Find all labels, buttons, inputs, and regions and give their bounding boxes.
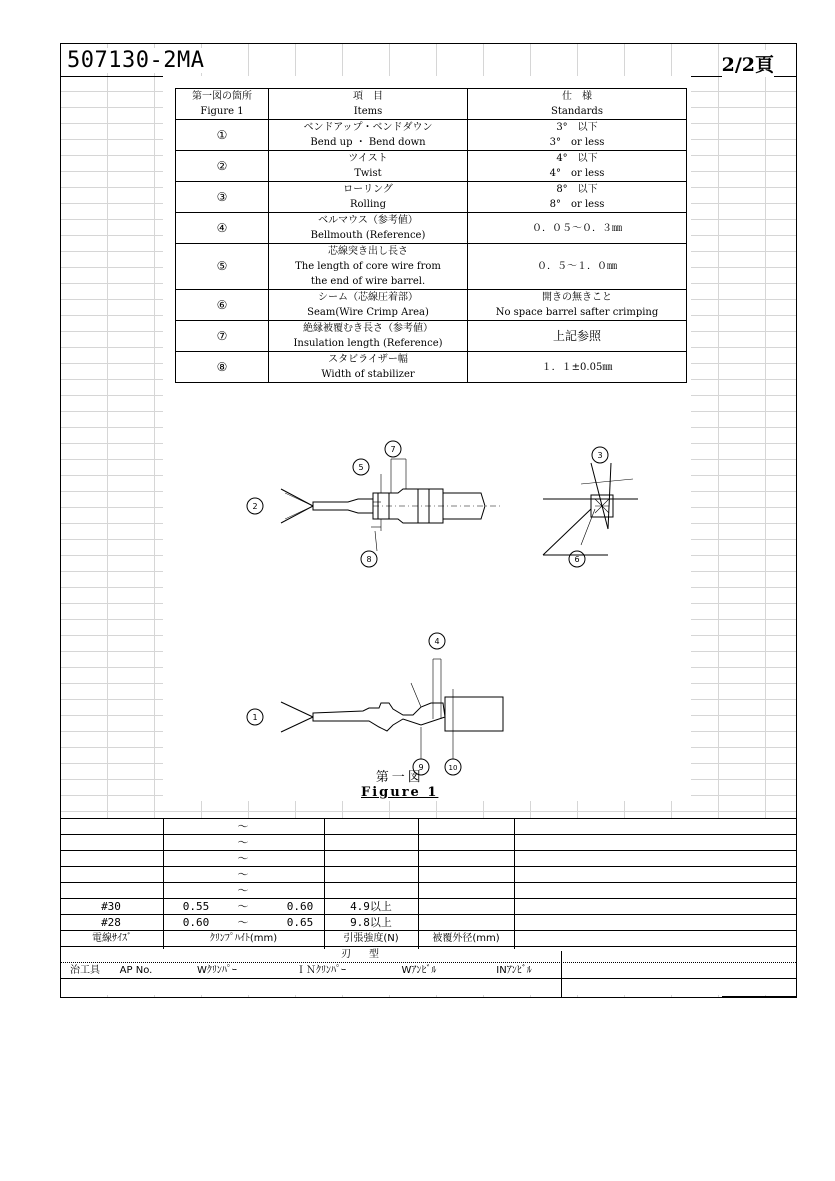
tooling-empty-row xyxy=(61,979,796,995)
figure-caption: 第一図 Figure 1 xyxy=(361,770,439,800)
title-bar xyxy=(61,44,796,77)
crimp-row-empty: ～ xyxy=(61,835,796,851)
spec-row-2: ② ツイスト Twist 4° 以下 4° or less xyxy=(176,151,687,182)
top-view xyxy=(281,459,503,551)
part-number: 507130-2MA xyxy=(67,48,205,73)
drawing-sheet xyxy=(60,43,797,998)
svg-text:8: 8 xyxy=(366,555,372,564)
crimp-row-empty: ～ xyxy=(61,883,796,899)
end-view xyxy=(543,463,638,555)
spec-header-row xyxy=(176,89,687,120)
svg-text:2: 2 xyxy=(252,502,258,511)
crimp-row-empty: ～ xyxy=(61,867,796,883)
svg-text:3: 3 xyxy=(597,451,603,460)
side-view xyxy=(281,659,503,759)
svg-text:4: 4 xyxy=(434,637,440,646)
spec-row-7: ⑦ 絶縁被覆むき長さ（参考値） Insulation length (Reference) 上記参照 xyxy=(176,321,687,352)
callout-markers xyxy=(247,441,608,775)
blade-label-row: 刃 型 xyxy=(61,947,796,963)
spec-row-8: ⑧ スタビライザー幅 Width of stabilizer １．１±0.05㎜ xyxy=(176,352,687,383)
crimp-row-empty: ～ xyxy=(61,851,796,867)
crimp-row-28: #28 0.60 ～ 0.65 9.8以上 xyxy=(61,915,796,931)
spec-row-3: ③ ローリング Rolling 8° 以下 8° or less xyxy=(176,182,687,213)
terminal-drawing xyxy=(163,419,691,804)
crimp-table xyxy=(61,818,796,995)
spec-table xyxy=(175,88,687,383)
svg-text:1: 1 xyxy=(252,713,258,722)
crimp-row-30: #30 0.55 ～ 0.60 4.9以上 xyxy=(61,899,796,915)
svg-text:5: 5 xyxy=(358,463,364,472)
crimp-header-row: 電線ｻｲｽﾞ ｸﾘﾝﾌﾟﾊｲﾄ(mm) 引張強度(N) 被覆外径(mm) xyxy=(61,931,796,947)
crimp-row-empty: ～ xyxy=(61,819,796,835)
header-figure: 第一図の箇所 Figure 1 xyxy=(176,89,269,120)
spec-row-6: ⑥ シーム（芯線圧着部） Seam(Wire Crimp Area) 開きの無きこと No space barrel safter crimping xyxy=(176,290,687,321)
svg-text:10: 10 xyxy=(448,764,458,772)
svg-text:6: 6 xyxy=(574,555,580,564)
svg-text:9: 9 xyxy=(418,763,424,772)
tooling-header-row: 治工具 AP No. Wｸﾘﾝﾊﾟｰ ＩＮｸﾘﾝﾊﾟｰ Wｱﾝﾋﾞﾙ INｱﾝﾋﾞﾙ xyxy=(61,963,796,979)
svg-text:7: 7 xyxy=(390,445,396,454)
header-standards: 仕 様 Standards xyxy=(468,89,687,120)
spec-row-1: ① ベンドアップ・ベンドダウン Bend up ・ Bend down 3° 以下 3° or less xyxy=(176,120,687,151)
footer-rule xyxy=(722,996,797,997)
spec-row-4: ④ ベルマウス（参考値） Bellmouth (Reference) ０．０５～０．３㎜ xyxy=(176,213,687,244)
page-number: 2/2頁 xyxy=(722,50,774,77)
header-items: 項 目 Items xyxy=(269,89,468,120)
spec-row-5: ⑤ 芯線突き出し長さ The length of core wire from the end of wire barrel. ０．５～１．０㎜ xyxy=(176,244,687,290)
